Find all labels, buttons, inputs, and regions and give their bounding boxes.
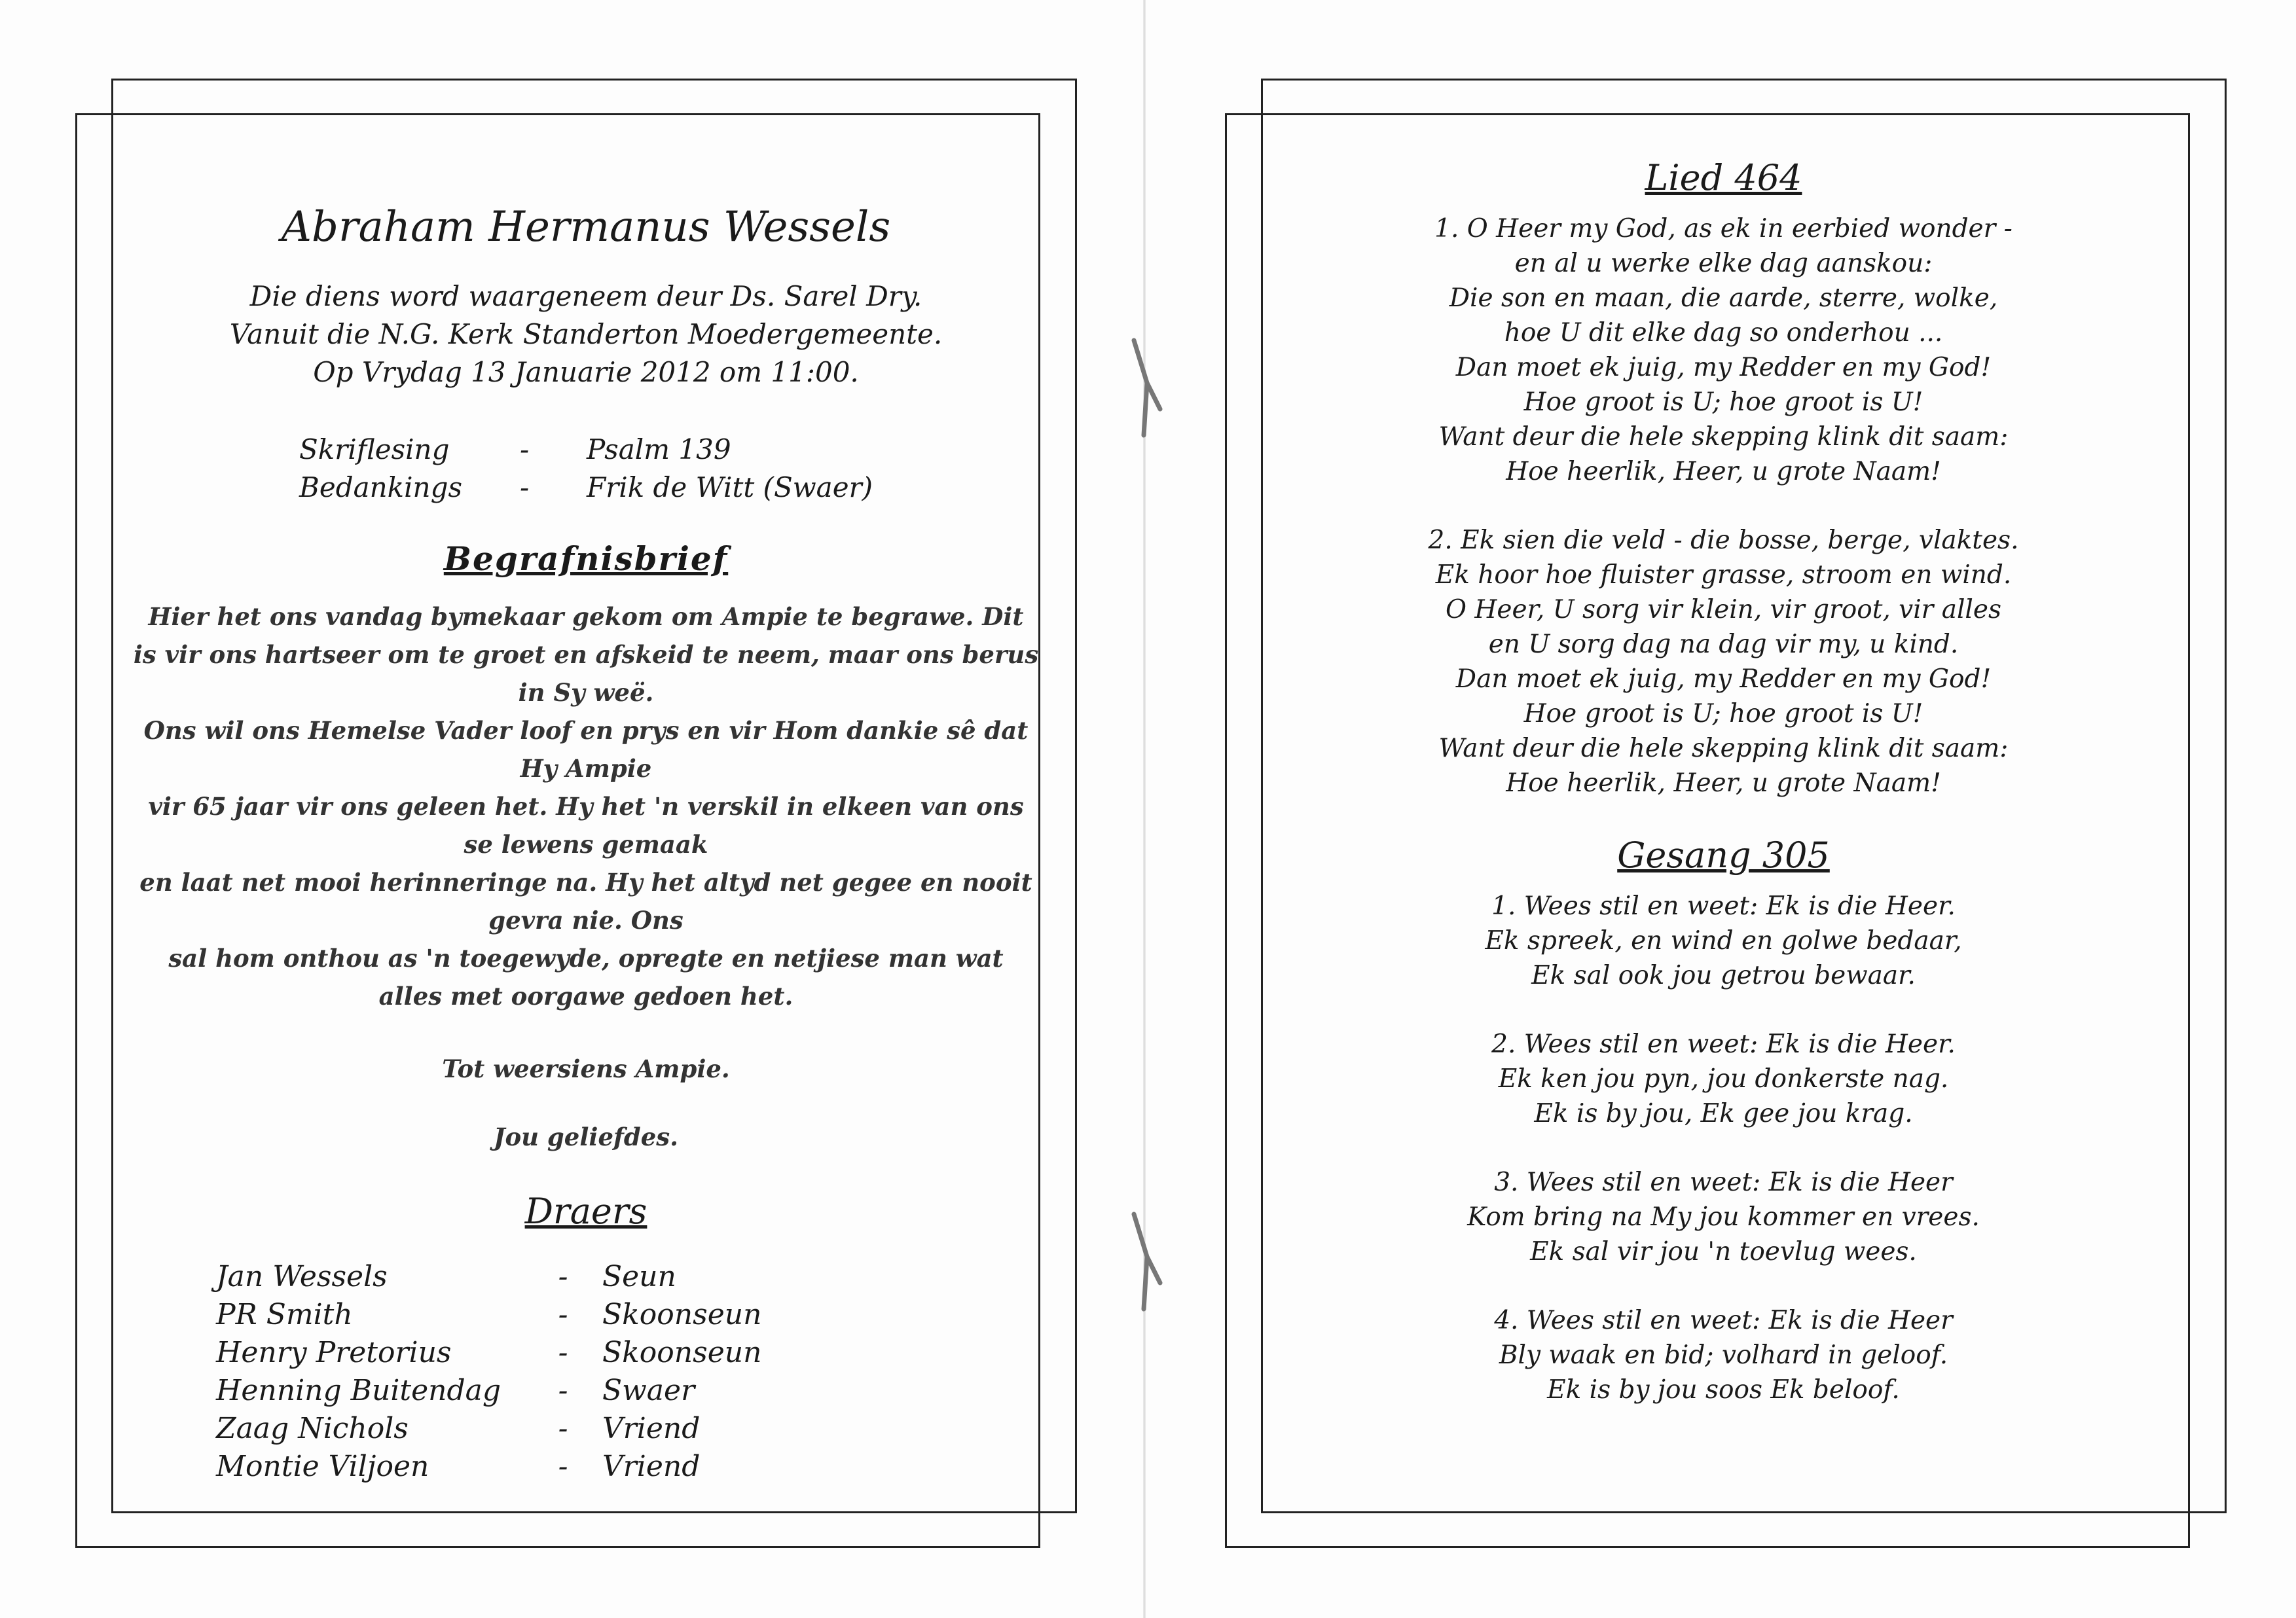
verse-line: Want deur die hele skepping klink dit saam:	[1438, 422, 2009, 452]
verse-line: Dan moet ek juig, my Redder en my God!	[1455, 664, 1992, 694]
bearer-row	[216, 1410, 761, 1448]
farewell-line: Tot weersiens Ampie.	[442, 1054, 730, 1083]
bearer-relation: Vriend	[602, 1450, 701, 1483]
bearer-row	[216, 1296, 761, 1334]
service-details	[131, 278, 1041, 391]
verse-line: Ek sal ook jou getrou bewaar.	[1531, 961, 1916, 990]
bearers-table	[216, 1258, 761, 1486]
letter-line: en laat net mooi herinneringe na. Hy het altyd net gegee en nooit gevra nie. Ons	[139, 868, 1032, 935]
service-line: Vanuit die N.G. Kerk Standerton Moedergemeente.	[229, 318, 943, 350]
verse-line: 2. Ek sien die veld - die bosse, berge, vlaktes.	[1428, 526, 2019, 555]
bearer-dash: -	[558, 1260, 568, 1293]
verse-line: Ek sal vir jou 'n toevlug wees.	[1530, 1237, 1917, 1267]
programme-dash: -	[519, 433, 530, 465]
programme-label: Skriflesing	[299, 433, 450, 465]
lied-verse	[1283, 523, 2164, 800]
letter-line: Ons wil ons Hemelse Vader loof en prys en vir Hom dankie sê dat Hy Ampie	[143, 716, 1029, 783]
verse-line: en U sorg dag na dag vir my, u kind.	[1488, 630, 1959, 659]
programme-row	[299, 469, 873, 507]
gesang-verse	[1283, 1165, 2164, 1269]
verse-line: Hoe heerlik, Heer, u grote Naam!	[1506, 457, 1941, 486]
verse-line: Ek is by jou, Ek gee jou krag.	[1534, 1099, 1913, 1128]
bearer-name: Montie Viljoen	[216, 1450, 429, 1483]
bearer-dash: -	[558, 1336, 568, 1369]
bearer-dash: -	[558, 1412, 568, 1445]
verse-line: 2. Wees stil en weet: Ek is die Heer.	[1491, 1030, 1956, 1059]
programme-value: Frik de Witt (Swaer)	[587, 471, 873, 503]
verse-line: Hoe groot is U; hoe groot is U!	[1523, 699, 1923, 728]
verse-line: Ek spreek, en wind en golwe bedaar,	[1485, 926, 1962, 956]
letter-line: is vir ons hartseer om te groet en afskeid te neem, maar ons berus in Sy weë.	[133, 640, 1039, 707]
service-line: Die diens word waargeneem deur Ds. Sarel Dry.	[249, 280, 922, 312]
service-line: Op Vrydag 13 Januarie 2012 om 11:00.	[313, 356, 859, 388]
center-fold	[1143, 0, 1146, 1618]
signoff-line: Jou geliefdes.	[493, 1123, 679, 1151]
verse-line: Want deur die hele skepping klink dit saam:	[1438, 734, 2009, 763]
verse-line: 3. Wees stil en weet: Ek is die Heer	[1494, 1168, 1953, 1197]
programme-table	[299, 431, 873, 507]
bearer-relation: Vriend	[602, 1412, 701, 1445]
gesang-verse	[1283, 1027, 2164, 1131]
right-page	[1283, 157, 2164, 1441]
staple-icon	[1127, 337, 1167, 442]
bearer-dash: -	[558, 1450, 568, 1483]
bearer-row	[216, 1334, 761, 1372]
programme-label: Bedankings	[299, 471, 463, 503]
bearer-row	[216, 1448, 761, 1486]
verse-line: Bly waak en bid; volhard in geloof.	[1499, 1340, 1948, 1370]
bearers-heading: Draers	[524, 1191, 647, 1232]
gesang-verse	[1283, 889, 2164, 993]
bearer-relation: Swaer	[602, 1374, 695, 1407]
verse-line: Dan moet ek juig, my Redder en my God!	[1455, 353, 1992, 382]
gesang-verse	[1283, 1303, 2164, 1407]
bearer-name: Henning Buitendag	[216, 1374, 501, 1407]
bearer-name: Henry Pretorius	[216, 1336, 452, 1369]
letter-line: alles met oorgawe gedoen het.	[378, 982, 793, 1011]
programme-row	[299, 431, 873, 469]
verse-line: 1. Wees stil en weet: Ek is die Heer.	[1491, 891, 1956, 921]
lied-verse	[1283, 211, 2164, 489]
bearer-row	[216, 1258, 761, 1296]
verse-line: Ek ken jou pyn, jou donkerste nag.	[1498, 1064, 1949, 1094]
verse-line: 1. O Heer my God, as ek in eerbied wonder -	[1434, 214, 2013, 243]
verse-line: O Heer, U sorg vir klein, vir groot, vir alles	[1446, 595, 2001, 624]
verse-line: Die son en maan, die aarde, sterre, wolke,	[1449, 283, 1998, 313]
verse-line: Kom bring na My jou kommer en vrees.	[1467, 1202, 1980, 1232]
bearer-relation: Skoonseun	[602, 1298, 762, 1331]
funeral-letter	[131, 598, 1041, 1015]
programme-dash: -	[519, 471, 530, 503]
staple-icon	[1127, 1211, 1167, 1316]
letter-line: Hier het ons vandag bymekaar gekom om Ampie te begrawe. Dit	[148, 602, 1024, 631]
gesang-title: Gesang 305	[1617, 835, 1830, 876]
bearer-name: Jan Wessels	[216, 1260, 388, 1293]
letter-line: vir 65 jaar vir ons geleen het. Hy het 'n verskil in elkeen van ons se lewens gemaak	[148, 792, 1024, 859]
verse-line: 4. Wees stil en weet: Ek is die Heer	[1494, 1306, 1953, 1335]
verse-line: en al u werke elke dag aanskou:	[1514, 249, 1933, 278]
verse-line: hoe U dit elke dag so onderhou ...	[1504, 318, 1943, 348]
bearer-dash: -	[558, 1298, 568, 1331]
bearer-name: Zaag Nichols	[216, 1412, 409, 1445]
left-page	[131, 203, 1041, 1486]
verse-line: Hoe groot is U; hoe groot is U!	[1523, 387, 1923, 417]
bearer-relation: Seun	[602, 1260, 676, 1293]
verse-line: Ek is by jou soos Ek beloof.	[1547, 1375, 1900, 1405]
bearer-row	[216, 1372, 761, 1410]
bearer-name: PR Smith	[216, 1298, 353, 1331]
programme-value: Psalm 139	[587, 433, 731, 465]
letter-line: sal hom onthou as 'n toegewyde, opregte en netjiese man wat	[168, 944, 1004, 973]
deceased-name: Abraham Hermanus Wessels	[281, 203, 891, 251]
verse-line: Ek hoor hoe fluister grasse, stroom en wind.	[1435, 560, 2012, 590]
bearer-dash: -	[558, 1374, 568, 1407]
lied-title: Lied 464	[1645, 157, 1802, 198]
bearer-relation: Skoonseun	[602, 1336, 762, 1369]
letter-heading: Begrafnisbrief	[443, 539, 729, 578]
verse-line: Hoe heerlik, Heer, u grote Naam!	[1506, 768, 1941, 798]
